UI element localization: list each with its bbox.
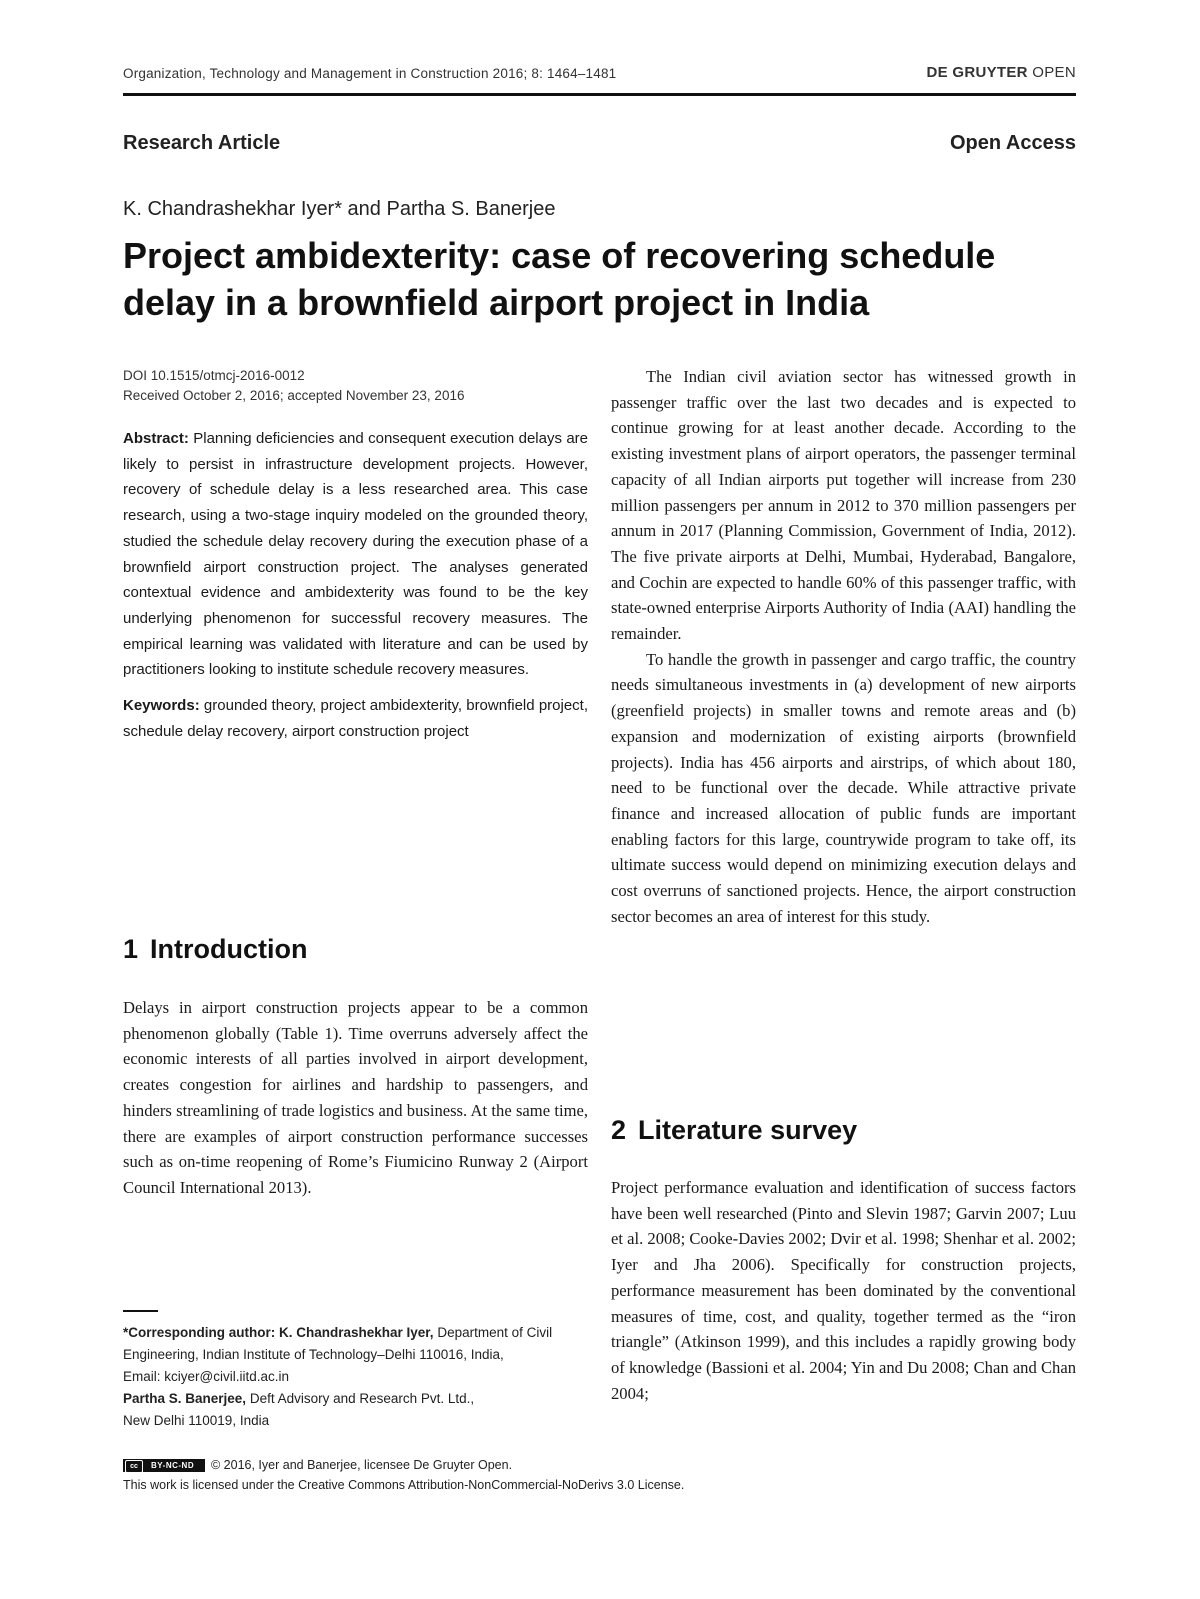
section-number: 1 [123, 934, 139, 964]
literature-paragraph: Project performance evaluation and identification of success factors have been well researched (Pinto and Slevin 1987; Garvin 2007; Luu et al. 2008; Cooke-Davies 2002; Dvir et al. 1998; Shenhar et al. 2002; Iyer and Jha 2006). Specifically for construction projects, performance measurement has been dominated by the conventional measures of time, cost, and quality, together termed as the “iron triangle” (Atkinson 1999), and this includes a rapidly growing body of knowledge (Bassioni et al. 2004; Yin and Du 2008; Chan and Chan 2004; [611, 1178, 1076, 1403]
publisher-name: DE GRUYTER [926, 64, 1028, 81]
copyright-line: © 2016, Iyer and Banerjee, licensee De Gruyter Open. [211, 1458, 513, 1472]
journal-citation: Organization, Technology and Management in Construction 2016; 8: 1464–1481 [123, 66, 617, 81]
article-title: Project ambidexterity: case of recovering schedule delay in a brownfield airport project in India [123, 235, 996, 323]
received-dates: Received October 2, 2016; accepted November 23, 2016 [123, 388, 465, 403]
keywords-text: grounded theory, project ambidexterity, brownfield project, schedule delay recovery, airport construction project [123, 697, 589, 740]
license-block [123, 1455, 684, 1495]
doi: DOI 10.1515/otmcj-2016-0012 [123, 368, 305, 383]
section-number: 2 [611, 1115, 627, 1145]
corresponding-author-footnote [123, 1322, 593, 1432]
abstract [123, 426, 588, 683]
article-type: Research Article [123, 132, 281, 154]
cc-badge-terms: BY-NC-ND [151, 1461, 195, 1471]
section-heading-introduction [123, 934, 308, 965]
publisher-open: OPEN [1032, 64, 1076, 81]
second-author-affiliation: Deft Advisory and Research Pvt. Ltd., [249, 1391, 475, 1406]
section-heading-literature-survey [611, 1115, 857, 1146]
corresponding-author-label: *Corresponding author: K. Chandrashekhar Iyer, [123, 1325, 434, 1340]
keywords-label: Keywords: [123, 697, 200, 715]
publisher-logo [926, 64, 1076, 81]
abstract-text: Planning deficiencies and consequent execution delays are likely to persist in infrastructure development projects. However, recovery of schedule delay is a less researched area. This case research, using a two-stage inquiry modeled on the grounded theory, studied the schedule delay recovery during the execution phase of a brownfield airport construction project. The analyses generated contextual evidence and ambidexterity was found to be the key underlying phenomenon for successful recovery measures. The empirical learning was validated with literature and can be used by practitioners looking to institute schedule recovery measures. [123, 430, 589, 679]
access-label: Open Access [950, 132, 1076, 154]
footnote-rule [123, 1310, 158, 1312]
header-rule [123, 93, 1076, 96]
introduction-paragraph: Delays in airport construction projects appear to be a common phenomenon globally (Table 1). Time overruns adversely affect the economic interests of all parties involved in airport development, creates congestion for airlines and hardship to passengers, and hinders streamlining of trade logistics and business. At the same time, there are examples of airport construction performance successes such as on-time reopening of Rome’s Fiumicino Runway 2 (Airport Council International 2013). [123, 998, 588, 1197]
left-column [123, 366, 588, 744]
section-title: Literature survey [638, 1115, 858, 1145]
corresponding-author-affiliation: Department of Civil Engineering, Indian Institute of Technology–Delhi 110016, India, [123, 1325, 553, 1362]
corresponding-author-email: Email: kciyer@civil.iitd.ac.in [123, 1369, 289, 1384]
body-paragraph-aviation: The Indian civil aviation sector has witnessed growth in passenger traffic over the last two decades and is expected to continue growing for at least another decade. According to the existing investment plans of airport operators, the passenger terminal capacity of all Indian airports put together will increase from 230 million passengers per annum in 2012 to 370 million passengers per annum in 2017 (Planning Commission, Government of India, 2012). The five private airports at Delhi, Mumbai, Hyderabad, Bangalore, and Cochin are expected to handle 60% of this passenger traffic, with state-owned enterprise Airports Authority of India (AAI) handling the remainder. [611, 367, 1076, 644]
keywords [123, 693, 588, 744]
authors: K. Chandrashekhar Iyer* and Partha S. Banerjee [123, 198, 556, 220]
cc-logo: cc [125, 1460, 143, 1473]
article-meta [123, 366, 588, 406]
cc-license-badge-icon [123, 1459, 205, 1472]
abstract-label: Abstract: [123, 430, 189, 447]
running-head [123, 64, 1076, 86]
license-statement: This work is licensed under the Creative Commons Attribution-NonCommercial-NoDerivs 3.0 License. [123, 1478, 685, 1492]
second-author-city: New Delhi 110019, India [123, 1413, 270, 1428]
right-column [611, 364, 1076, 929]
section-title: Introduction [150, 934, 308, 964]
second-author-label: Partha S. Banerjee, [123, 1391, 247, 1406]
body-paragraph-investment: To handle the growth in passenger and cargo traffic, the country needs simultaneous investments in (a) development of new airports (greenfield projects) in smaller towns and remote areas and (b) expansion and modernization of existing airports (brownfield projects). India has 456 airports and airstrips, of which about 180, need to be functional over the decade. While attractive private finance and increased allocation of public funds are important enabling factors for this large, countrywide program to take off, its ultimate success would depend on minimizing execution delays and cost overruns of sanctioned projects. Hence, the airport construction sector becomes an area of interest for this study. [611, 649, 1076, 926]
